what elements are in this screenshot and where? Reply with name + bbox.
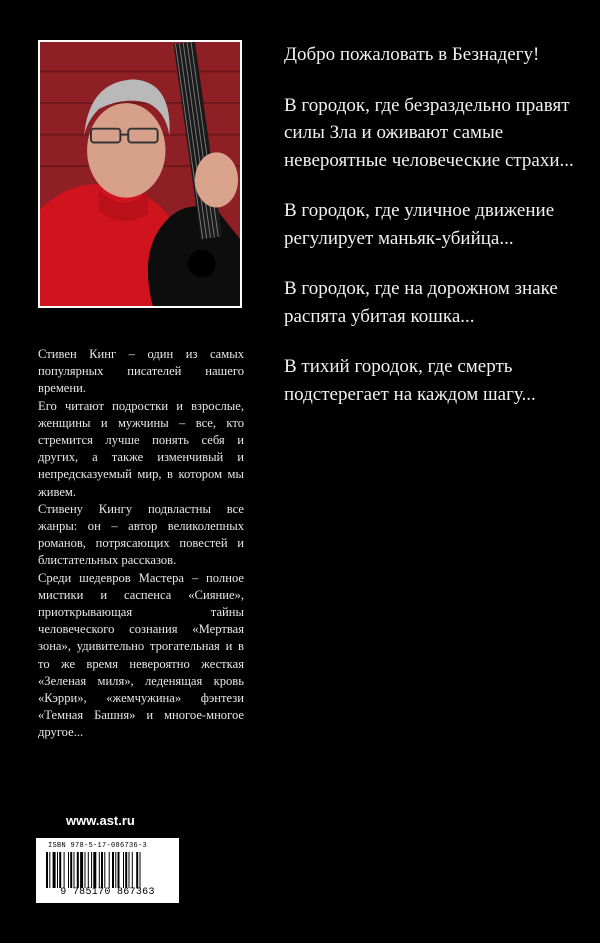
tagline-paragraph: В городок, где уличное движение регулирует маньяк-убийца... bbox=[284, 200, 555, 249]
barcode-bars bbox=[46, 852, 170, 888]
barcode-bar bbox=[46, 852, 48, 888]
tagline-paragraph: Добро пожаловать в Безнадегу! bbox=[284, 44, 540, 65]
barcode-bar bbox=[136, 852, 138, 888]
back-cover-tagline bbox=[284, 41, 574, 431]
barcode-bar bbox=[125, 852, 127, 888]
barcode-bar bbox=[118, 852, 120, 888]
barcode-bar bbox=[93, 852, 96, 888]
barcode-bar bbox=[104, 852, 105, 888]
bio-paragraph: Среди шедевров Мастера – полное мистики и саспенса «Сияние», приоткрывающая тайны человеческого сознания «Мертвая зона», удивительно трогательная и в то же время невероятно жесткая «Зеленая миля», леденящая кровь «Кэрри», «жемчужина» фэнтези «Темная Башня» и многое-многое другое... bbox=[38, 570, 244, 740]
author-photo-image bbox=[40, 42, 240, 306]
ean-number: 9 785170 867363 bbox=[60, 887, 155, 898]
barcode-bar bbox=[109, 852, 110, 888]
author-bio bbox=[38, 346, 244, 742]
barcode-bar bbox=[91, 852, 92, 888]
barcode-bar bbox=[68, 852, 69, 888]
barcode-bar bbox=[101, 852, 103, 888]
barcode-bar bbox=[74, 852, 75, 888]
barcode-bar bbox=[140, 852, 141, 888]
tagline-paragraph: В городок, где безраздельно правят силы Зла и оживают самые невероятные человеческие страхи... bbox=[284, 94, 574, 171]
tagline-paragraph: В городок, где на дорожном знаке распята убитая кошка... bbox=[284, 278, 558, 327]
barcode-bar bbox=[112, 852, 114, 888]
isbn-text: ISBN 978-5-17-086736-3 bbox=[48, 842, 148, 850]
barcode-bar bbox=[49, 852, 50, 888]
barcode-bar bbox=[64, 852, 65, 888]
barcode-bar bbox=[80, 852, 83, 888]
publisher-url[interactable]: www.ast.ru bbox=[66, 813, 135, 828]
barcode-bar bbox=[99, 852, 100, 888]
tagline-paragraph: В тихий городок, где смерть подстерегает на каждом шагу... bbox=[284, 356, 536, 405]
barcode-bar bbox=[59, 852, 61, 888]
bio-paragraph: Стивен Кинг – один из самых популярных писателей нашего времени. bbox=[38, 347, 244, 396]
author-photo bbox=[38, 40, 242, 308]
barcode-bar bbox=[115, 852, 116, 888]
barcode bbox=[36, 838, 179, 903]
barcode-bar bbox=[88, 852, 89, 888]
barcode-bar bbox=[57, 852, 58, 888]
barcode-bar bbox=[85, 852, 86, 888]
bio-paragraph: Его читают подростки и взрослые, женщины и мужчины – все, кто стремится лучше понять себя и других, а также изменчивый и непредсказуемый мир, в котором мы живем. bbox=[38, 398, 244, 499]
barcode-bar bbox=[70, 852, 72, 888]
barcode-bar bbox=[53, 852, 56, 888]
barcode-bar bbox=[132, 852, 133, 888]
barcode-bar bbox=[129, 852, 130, 888]
barcode-bar bbox=[123, 852, 124, 888]
bio-paragraph: Стивену Кингу подвластны все жанры: он – автор великолепных романов, потрясающих повестей и блистательных рассказов. bbox=[38, 501, 244, 568]
barcode-bar bbox=[77, 852, 79, 888]
